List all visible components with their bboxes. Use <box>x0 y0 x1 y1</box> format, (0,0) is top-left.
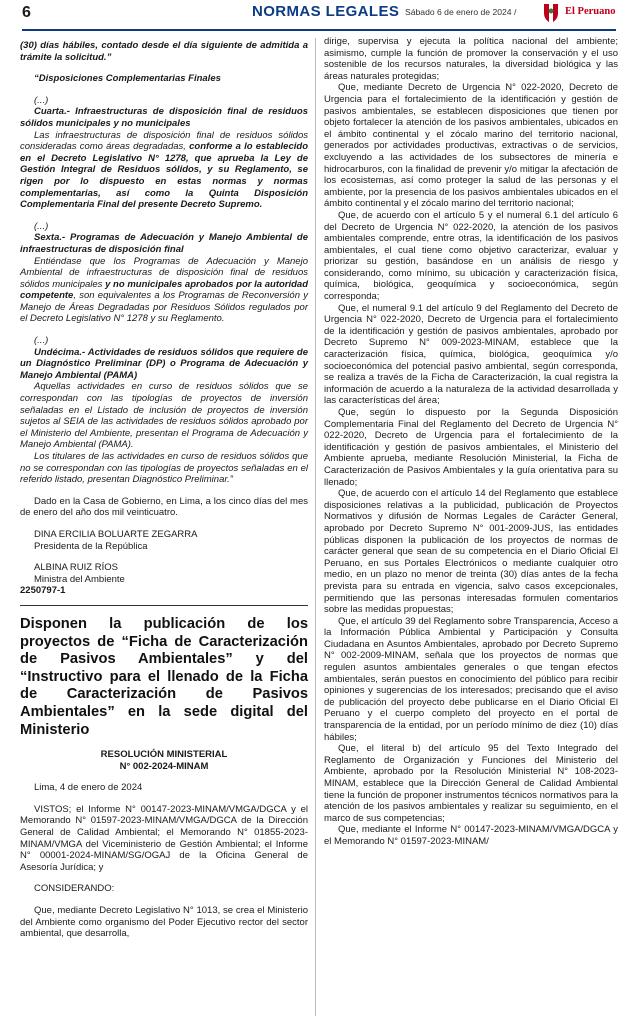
resolution-title: Disponen la publicación de los proyectos de “Ficha de Caracterización de Pasivos Ambientales” y del “Instructivo para el llenado de la Ficha de Caracterización de Pasivos Ambientales” en la sede digital del Ministerio <box>20 615 308 738</box>
paragraph: Que, según lo dispuesto por la Segunda Disposición Complementaria Final del Reglamento del Decreto de Urgencia N° 022-2020, Decreto de Urgencia para el fortalecimiento de la identificación y gestión de pasivos ambientales, el Ministerio del Ambiente aprueba, mediante Resolución Ministerial, la Ficha de Caracterización de Pasivos Ambientales y la guía orientativa para su llenado; <box>324 407 618 488</box>
provision-heading: Sexta.- Programas de Adecuación y Manejo Ambiental de infraestructuras de disposición final <box>20 232 308 255</box>
paragraph: Que, mediante Decreto Legislativo N° 1013, se crea el Ministerio del Ambiente como organismo del Poder Ejecutivo rector del sector ambiental, que desarrolla, <box>20 905 308 940</box>
paragraph: Que, mediante el Informe N° 00147-2023-MINAM/VMGA/DGCA y el Memorando N° 01597-2023-MINAM/ <box>324 824 618 847</box>
provision-heading: Cuarta.- Infraestructuras de disposición final de residuos sólidos municipales y no municipales <box>20 106 308 129</box>
vistos-paragraph: VISTOS; el Informe N° 00147-2023-MINAM/VMGA/DGCA y el Memorando N° 01597-2023-MINAM/VMGA/DGCA de la Dirección General de Calidad Ambiental; el Memorando N° 01855-2023-MINAM/VMGA del Viceministerio de Gestión Ambiental; el Informe N° 00001-2024-MINAM/SG/OGAJ de la Oficina General de Asesoría Jurídica; y <box>20 803 308 873</box>
page-header <box>0 0 634 40</box>
signatory-name: DINA ERCILIA BOLUARTE ZEGARRA <box>34 528 198 540</box>
divider <box>20 605 308 606</box>
coat-of-arms-icon <box>540 2 562 24</box>
paragraph: Que, de acuerdo con el artículo 5 y el numeral 6.1 del artículo 6 del Decreto de Urgencia N° 022-2020, la atención de los pasivos ambientales comprende, entre otras, la identificación de los pasivos ambientales, el cual tiene como objetivo caracterizar, evaluar y priorizar su gestión, basándose en un análisis de riesgo y considerando, como mínimo, su ubicación y caracterización física, química, biológica, geoquímica y socioeconómica, según corresponda; <box>324 209 618 303</box>
paragraph: (30) días hábiles, contado desde el día siguiente de admitida a trámite la solicitud.” <box>20 40 308 63</box>
provision-heading: Undécima.- Actividades de residuos sólidos que requiere de un Diagnóstico Preliminar (DP) o Programa de Adecuación y Manejo Ambiental (PAMA) <box>20 346 308 381</box>
publication-date: Sábado 6 de enero de 2024 / <box>405 7 517 17</box>
signatory-role: Presidenta de la República <box>34 540 148 552</box>
resolution-label: RESOLUCIÓN MINISTERIAL <box>100 749 228 761</box>
paragraph: Que, el literal b) del artículo 95 del Texto Integrado del Reglamento de Organización y Funciones del Ministerio del Ambiente, aprobado por la Resolución Ministerial N° 108-2023-MINAM, establece que la Dirección General de Calidad Ambiental tiene la función de proponer instrumentos técnicos normativos para la atención de los pasivos ambientales y realizar su seguimiento, en el marco de sus competencias; <box>324 743 618 824</box>
provision-body: Entiéndase que los Programas de Adecuación y Manejo Ambiental de infraestructuras de disposición final de residuos sólidos municipales y no municipales aprobados por la autoridad competente, son equivalentes a los Programas de Reconversión y Manejo de Áreas Degradadas por Residuos Sólidos regulados por el Decreto Legislativo N° 1278 y su Reglamento. <box>20 255 309 325</box>
left-column <box>20 40 308 940</box>
paragraph: Que, de acuerdo con el artículo 14 del Reglamento que establece disposiciones relativas a la publicidad, publicación de Proyectos Normativos y difusión de Normas Legales de Carácter General, aprobado por Decreto Supremo N° 001-2009-JUS, las entidades públicas disponen la publicación de los proyectos de normas de carácter general que sean de su competencia en el Diario Oficial El Peruano, en sus Portales Electrónicos o mediante cualquier otro medio, en un plazo no menor de treinta (30) días antes de la fecha prevista para su entrada en vigencia, salvo casos excepcionales, permitiendo que las personas interesadas formulen comentarios sobre las medidas propuestas; <box>324 488 618 616</box>
paragraph: Que, mediante Decreto de Urgencia N° 022-2020, Decreto de Urgencia para el fortalecimiento de la identificación y gestión de pasivos ambientales, se establecen disposiciones que tienen por objeto fortalecer la atención de los pasivos ambientales, ubicados en el ámbito continental y el zócalo marino del territorio nacional, generados por actividades productivas, extractivas o de servicios, excluyendo a las actividades de los subsectores de minería e hidrocarburos, con la finalidad de prevenir y/o mitigar la afectación de los ecosistemas, así como proteger la salud de las personas y el ambiente, por la presencia de los pasivos ambientales ubicados en el ámbito continental y el zócalo marino del territorio nacional; <box>324 82 618 210</box>
provision-body: Los titulares de las actividades en curso de residuos sólidos que no se correspondan con las tipologías de proyectos señaladas en el referido listado, presentan Diagnóstico Preliminar.” <box>20 451 308 486</box>
signatory-name: ALBINA RUIZ RÍOS <box>34 562 118 574</box>
provision-body: Las infraestructuras de disposición final de residuos sólidos consideradas como áreas degradadas, conforme a lo establecido en el Decreto Legislativo N° 1278, que aprueba la Ley de Gestión Integral de Residuos sólidos, y su Reglamento, se rigen por lo dispuesto en estas normas y normas complementarias, así como la Quinta Disposición Complementaria Final del presente Decreto Supremo. <box>20 129 308 211</box>
ellipsis: (...) <box>34 335 49 347</box>
signatory-role: Ministra del Ambiente <box>34 573 125 585</box>
right-column <box>324 36 618 848</box>
provision-body: Aquellas actividades en curso de residuos sólidos que se correspondan con las tipologías de proyectos de inversión señaladas en el Listado de inclusión de proyectos de inversión sujetos al SEIA de las actividades de residuos sólidos aprobado por el Ministerio del Ambiente, presentan el Programa de Adecuación y Manejo Ambiental (PAMA). <box>20 381 308 451</box>
header-rule <box>22 29 616 31</box>
ellipsis: (...) <box>34 220 49 232</box>
brand-name: El Peruano <box>565 6 616 17</box>
closing-paragraph: Dado en la Casa de Gobierno, en Lima, a los cinco días del mes de enero del año dos mil veinticuatro. <box>20 495 308 519</box>
document-code: 2250797-1 <box>20 585 66 597</box>
ellipsis: (...) <box>34 94 49 106</box>
column-separator <box>315 38 316 1016</box>
resolution-number: N° 002-2024-MINAM <box>119 760 209 772</box>
page-number: 6 <box>22 4 31 21</box>
section-heading: “Disposiciones Complementarias Finales <box>34 73 221 85</box>
masthead-title: NORMAS LEGALES <box>252 3 400 20</box>
paragraph: Que, el numeral 9.1 del artículo 9 del Reglamento del Decreto de Urgencia N° 022-2020, Decreto de Urgencia para el fortalecimiento de la identificación y gestión de pasivos ambientales, aprobado por Decreto Supremo N° 009-2023-MINAM, establece que la caracterización física, química, biológica, geoquímica y/o socioeconómica del potencial pasivo ambiental, según corresponda, se realiza a través de la Ficha de Caracterización, la cual registra la información de acuerdo a la naturaleza de la actividad desarrollada y las características del área; <box>324 302 618 407</box>
place-date: Lima, 4 de enero de 2024 <box>34 782 143 794</box>
paragraph: Que, el artículo 39 del Reglamento sobre Transparencia, Acceso a la Información Pública Ambiental y Participación y Consulta Ciudadana en Asuntos Ambientales, aprobado por Decreto Supremo N° 002-2009-MINAM, señala que los proyectos de normas que regulen asuntos ambientales generales o que tengan efectos ambientales, serán puestos en conocimiento del público para recibir opiniones y sugerencias de los interesados; precisando que el aviso de publicación del proyecto debe publicarse en el Diario Oficial El Peruano y el cuerpo completo del proyecto en el portal de transparencia de la entidad, por un período mínimo de diez (10) días hábiles; <box>324 615 618 743</box>
paragraph: dirige, supervisa y ejecuta la política nacional del ambiente; asimismo, cumple la función de promover la conservación y el uso sostenible de los recursos naturales, la diversidad biológica y las áreas naturales protegidas; <box>324 36 618 82</box>
considerando-heading: CONSIDERANDO: <box>34 883 115 895</box>
